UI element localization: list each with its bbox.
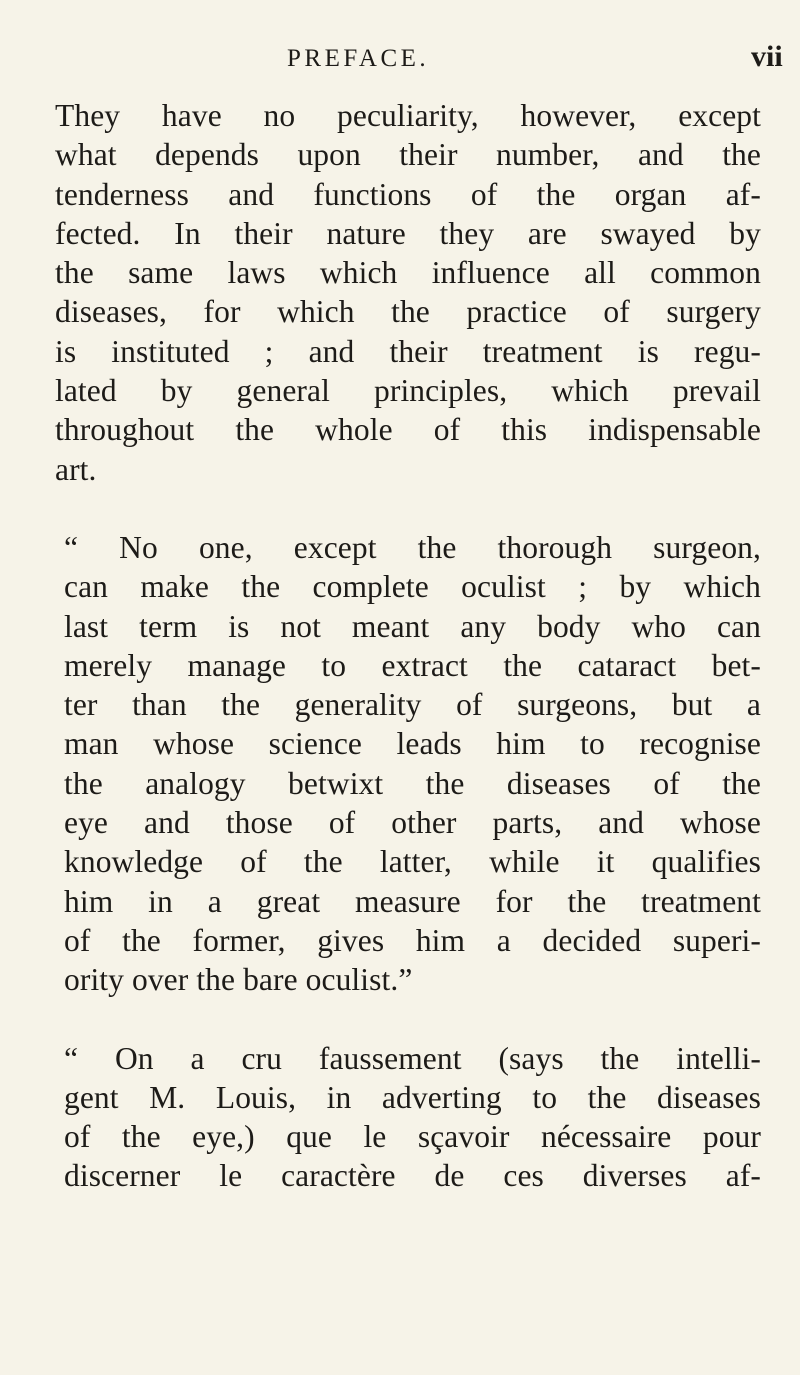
running-title: PREFACE. bbox=[287, 45, 430, 72]
paragraph-2-line-11: of the former, gives him a decided superi- bbox=[64, 922, 761, 958]
paragraph-1-line-7: is instituted ; and their treatment is regu- bbox=[55, 333, 761, 369]
paragraph-2-line-12: ority over the bare oculist.” bbox=[64, 962, 413, 998]
paragraph-1-line-4: fected. In their nature they are swayed by bbox=[55, 215, 761, 251]
paragraph-1-line-2: what depends upon their number, and the bbox=[55, 137, 761, 173]
paragraph-1-line-9: throughout the whole of this indispensable bbox=[55, 412, 761, 448]
paragraph-1-line-5: the same laws which influence all common bbox=[55, 255, 761, 291]
paragraph-3-line-1: “ On a cru faussement (says the intelli- bbox=[64, 1040, 761, 1076]
page-number: vii bbox=[751, 40, 783, 73]
paragraph-2-line-2: can make the complete oculist ; by which bbox=[64, 569, 761, 605]
paragraph-3 bbox=[55, 1039, 761, 1196]
paragraph-1-line-3: tenderness and functions of the organ af- bbox=[55, 176, 761, 212]
body-text bbox=[55, 96, 761, 1196]
paragraph-1-line-8: lated by general principles, which prevail bbox=[55, 373, 761, 409]
paragraph-3-line-4: discerner le caractère de ces diverses af- bbox=[64, 1158, 761, 1194]
paragraph-2-line-10: him in a great measure for the treatment bbox=[64, 883, 761, 919]
paragraph-2-line-6: man whose science leads him to recognise bbox=[64, 726, 761, 762]
paragraph-3-line-2: gent M. Louis, in adverting to the diseases bbox=[64, 1079, 761, 1115]
paragraph-2-line-1: “ No one, except the thorough surgeon, bbox=[64, 529, 761, 565]
paragraph-1-line-1: They have no peculiarity, however, except bbox=[55, 98, 761, 133]
paragraph-1-line-6: diseases, for which the practice of surgery bbox=[55, 294, 761, 330]
paragraph-3-line-3: of the eye,) que le sçavoir nécessaire pour bbox=[64, 1119, 761, 1155]
paragraph-2-line-8: eye and those of other parts, and whose bbox=[64, 805, 761, 841]
paragraph-2-line-9: knowledge of the latter, while it qualifies bbox=[64, 844, 761, 880]
paragraph-2-line-7: the analogy betwixt the diseases of the bbox=[64, 765, 761, 801]
paragraph-2 bbox=[55, 528, 761, 1000]
paragraph-2-line-4: merely manage to extract the cataract bet- bbox=[64, 647, 761, 683]
running-head bbox=[0, 38, 800, 82]
paragraph-1 bbox=[55, 96, 761, 489]
paragraph-2-line-5: ter than the generality of surgeons, but a bbox=[64, 687, 761, 723]
paragraph-2-line-3: last term is not meant any body who can bbox=[64, 608, 761, 644]
paragraph-1-line-10: art. bbox=[55, 451, 97, 487]
